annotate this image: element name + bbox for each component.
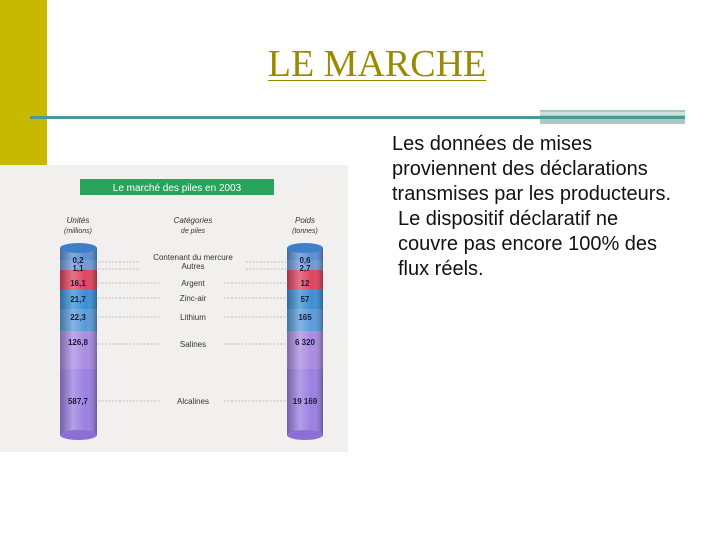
units-autres: 1,1 [72, 264, 84, 273]
weight-alcalines: 19 169 [292, 397, 318, 406]
category-argent: Argent [181, 279, 205, 288]
weight-mercury: 0,6 [299, 256, 311, 265]
page-title: LE MARCHE [267, 43, 487, 85]
category-mercury: Contenant du mercure [153, 253, 233, 262]
weight-salines: 6 320 [294, 338, 316, 347]
title-divider [30, 116, 685, 119]
category-alcalines: Alcalines [176, 397, 210, 406]
paragraph-2: Le dispositif déclaratif ne couvre pas encore 100% des flux réels. [398, 208, 658, 280]
battery-market-figure [0, 165, 348, 452]
weight-lithium: 165 [298, 313, 312, 322]
header-weight-sub: (tonnes) [292, 228, 318, 235]
units-lithium: 22,3 [70, 313, 86, 322]
weight-argent: 12 [300, 279, 310, 288]
units-zinc-air: 21,7 [70, 295, 86, 304]
weight-zinc-air: 57 [300, 295, 310, 304]
paragraph-1: Les données de mises proviennent des déclarations transmises par les producteurs. [392, 133, 672, 205]
units-mercury: 0,2 [72, 256, 84, 265]
units-salines: 126,8 [67, 338, 89, 347]
header-weight: Poids [294, 216, 316, 225]
header-categories-sub: de piles [180, 228, 206, 235]
weight-autres: 2,7 [299, 264, 311, 273]
units-argent: 16,1 [70, 279, 86, 288]
divider-block-highlight [540, 112, 685, 115]
header-units-sub: (millions) [64, 228, 92, 235]
header-categories: Catégories [173, 216, 213, 225]
figure-banner-text: Le marché des piles en 2003 [112, 183, 242, 194]
category-salines: Salines [179, 340, 207, 349]
battery-market-illustration [0, 165, 348, 452]
body-text [392, 132, 682, 282]
category-zinc-air: Zinc-air [179, 294, 207, 303]
header-units: Unités [66, 216, 90, 225]
category-lithium: Lithium [180, 313, 206, 322]
units-alcalines: 587,7 [67, 397, 89, 406]
category-autres: Autres [181, 262, 205, 271]
